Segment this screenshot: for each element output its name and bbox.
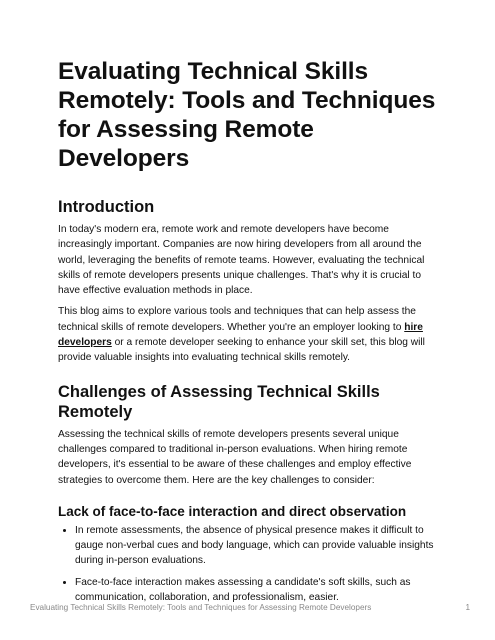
list-item: • Face-to-face interaction makes assessing a candidate's soft skills, such as communication, collaboration, and professionalism, easier. <box>75 575 438 606</box>
document-page <box>58 57 438 611</box>
intro-paragraph-1: In today's modern era, remote work and remote developers have become increasingly important. Companies are now hiring developers from all around the world, leveraging the benefits of remote teams. However, evaluating the technical skills of remote developers presents unique challenges. That's why it is crucial to have effective evaluation methods in place. <box>58 224 425 297</box>
intro-paragraph-2 <box>58 304 438 365</box>
footer-title: Evaluating Technical Skills Remotely: Tools and Techniques for Assessing Remote Developers <box>30 603 372 612</box>
subsection-heading-lack-of-interaction: Lack of face-to-face interaction and direct observation <box>58 503 407 519</box>
challenges-paragraph: Assessing the technical skills of remote developers presents several unique challenges compared to traditional in-person evaluations. When hiring remote developers, it's essential to be aware of these challenges and employ effective strategies to overcome them. Here are the key challenges to consider: <box>58 428 412 486</box>
section-heading-introduction: Introduction <box>58 198 155 216</box>
section-heading-challenges: Challenges of Assessing Technical Skills Remotely <box>58 382 380 421</box>
page-number: 1 <box>465 603 470 612</box>
hire-developers-link[interactable]: hire developers <box>58 321 423 349</box>
page-title: Evaluating Technical Skills Remotely: Tools and Techniques for Assessing Remote Developers <box>58 58 436 172</box>
intro-paragraph-2-text-before: This blog aims to explore various tools and techniques that can help assess the technical skills of remote developers. Whether you're an employer looking to <box>58 306 416 333</box>
page-footer <box>30 603 470 612</box>
list-item: • In remote assessments, the absence of physical presence makes it difficult to gauge non-verbal cues and body language, which can provide valuable insights during in-person evaluations. <box>75 523 438 569</box>
bullet-list <box>58 523 438 605</box>
intro-paragraph-2-text-after: or a remote developer seeking to enhance your skill set, this blog will provide valuable insights into evaluating technical skills remotely. <box>58 337 425 364</box>
